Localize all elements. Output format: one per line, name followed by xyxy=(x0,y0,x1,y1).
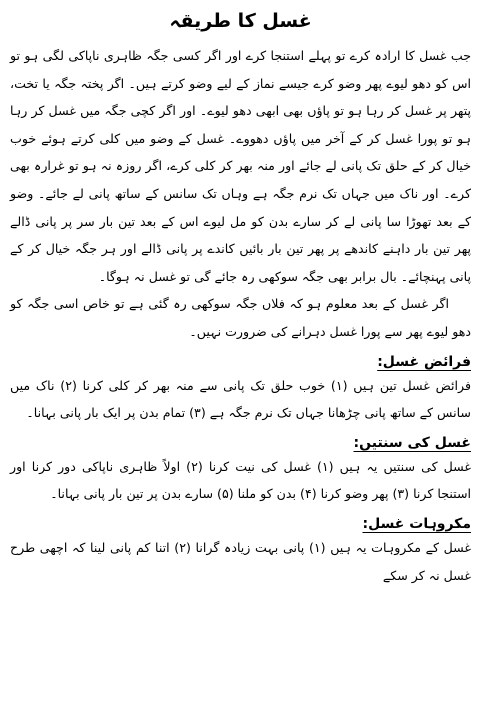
section-heading-faraiz: فرائض غسل: xyxy=(377,353,471,370)
page-title: غسل کا طریقہ xyxy=(169,10,312,32)
section-text-makroohat: غسل کے مکروہات یہ ہیں (۱) پانی بہت زیادہ گرانا (۲) اتنا کم پانی لینا کہ اچھی طرح غسل نہ کر سکے xyxy=(10,539,471,583)
section-text-sunnatain: غسل کی سنتیں یہ ہیں (۱) غسل کی نیت کرنا (۲) اولاً ظاہری ناپاکی دور کرنا اور استنجا کرنا (۳) پھر وضو کرنا (۴) بدن کو ملنا (۵) سارے بدن پر تین بار پانی بہانا۔ xyxy=(10,458,471,502)
method-paragraph: جب غسل کا ارادہ کرے تو پہلے استنجا کرے اور اگر کسی جگہ ظاہری ناپاکی لگی ہو تو اس کو دھو لیوے پھر وضو کرے جیسے نماز کے لیے وضو کرتے ہیں۔ اگر پختہ جگہ یا تخت، پتھر پر غسل کر رہا ہو تو پاؤں بھی ابھی دھو لیوے۔ اور اگر کچی جگہ میں غسل کر رہا ہو تو پورا غسل کر کے آخر میں پاؤں دھووے۔ غسل کے وضو میں کلی کرتے ہوئے خوب خیال کر کے حلق تک پانی لے جائے اور منہ بھر کر کلی کرے، اگر روزہ نہ ہو تو غرارہ بھی کرے۔ اور ناک میں جہاں تک نرم جگہ ہے وہاں تک سانس کے ساتھ پانی لے جائے۔ وضو کے بعد تھوڑا سا پانی لے کر سارے بدن کو مل لیوے اس کے بعد تین بار سر پر پانی ڈالے پھر تین بار داہنے کاندھے پر پھر تین بار بائیں کاندے پر پانی ڈالے اور ہر جگہ خیال کر کے پانی پہنچائے۔ بال برابر بھی جگہ سوکھی رہ جائے گی تو غسل نہ ہوگا۔ xyxy=(10,48,471,284)
section-heading-makroohat: مکروہات غسل: xyxy=(362,515,471,532)
section-text-faraiz: فرائض غسل تین ہیں (۱) خوب حلق تک پانی سے منہ بھر کر کلی کرنا (۲) ناک میں سانس کے ساتھ پانی چڑھانا جہاں تک نرم جگہ ہے (۳) تمام بدن پر ایک بار پانی بہانا۔ xyxy=(10,377,471,421)
section-heading-sunnatain: غسل کی سنتیں: xyxy=(353,434,471,451)
note-paragraph: اگر غسل کے بعد معلوم ہو کہ فلاں جگہ سوکھی رہ گئی ہے تو خاص اسی جگہ کو دھو لیوے پھر سے پورا غسل دہرانے کی ضرورت نہیں۔ xyxy=(10,296,471,339)
